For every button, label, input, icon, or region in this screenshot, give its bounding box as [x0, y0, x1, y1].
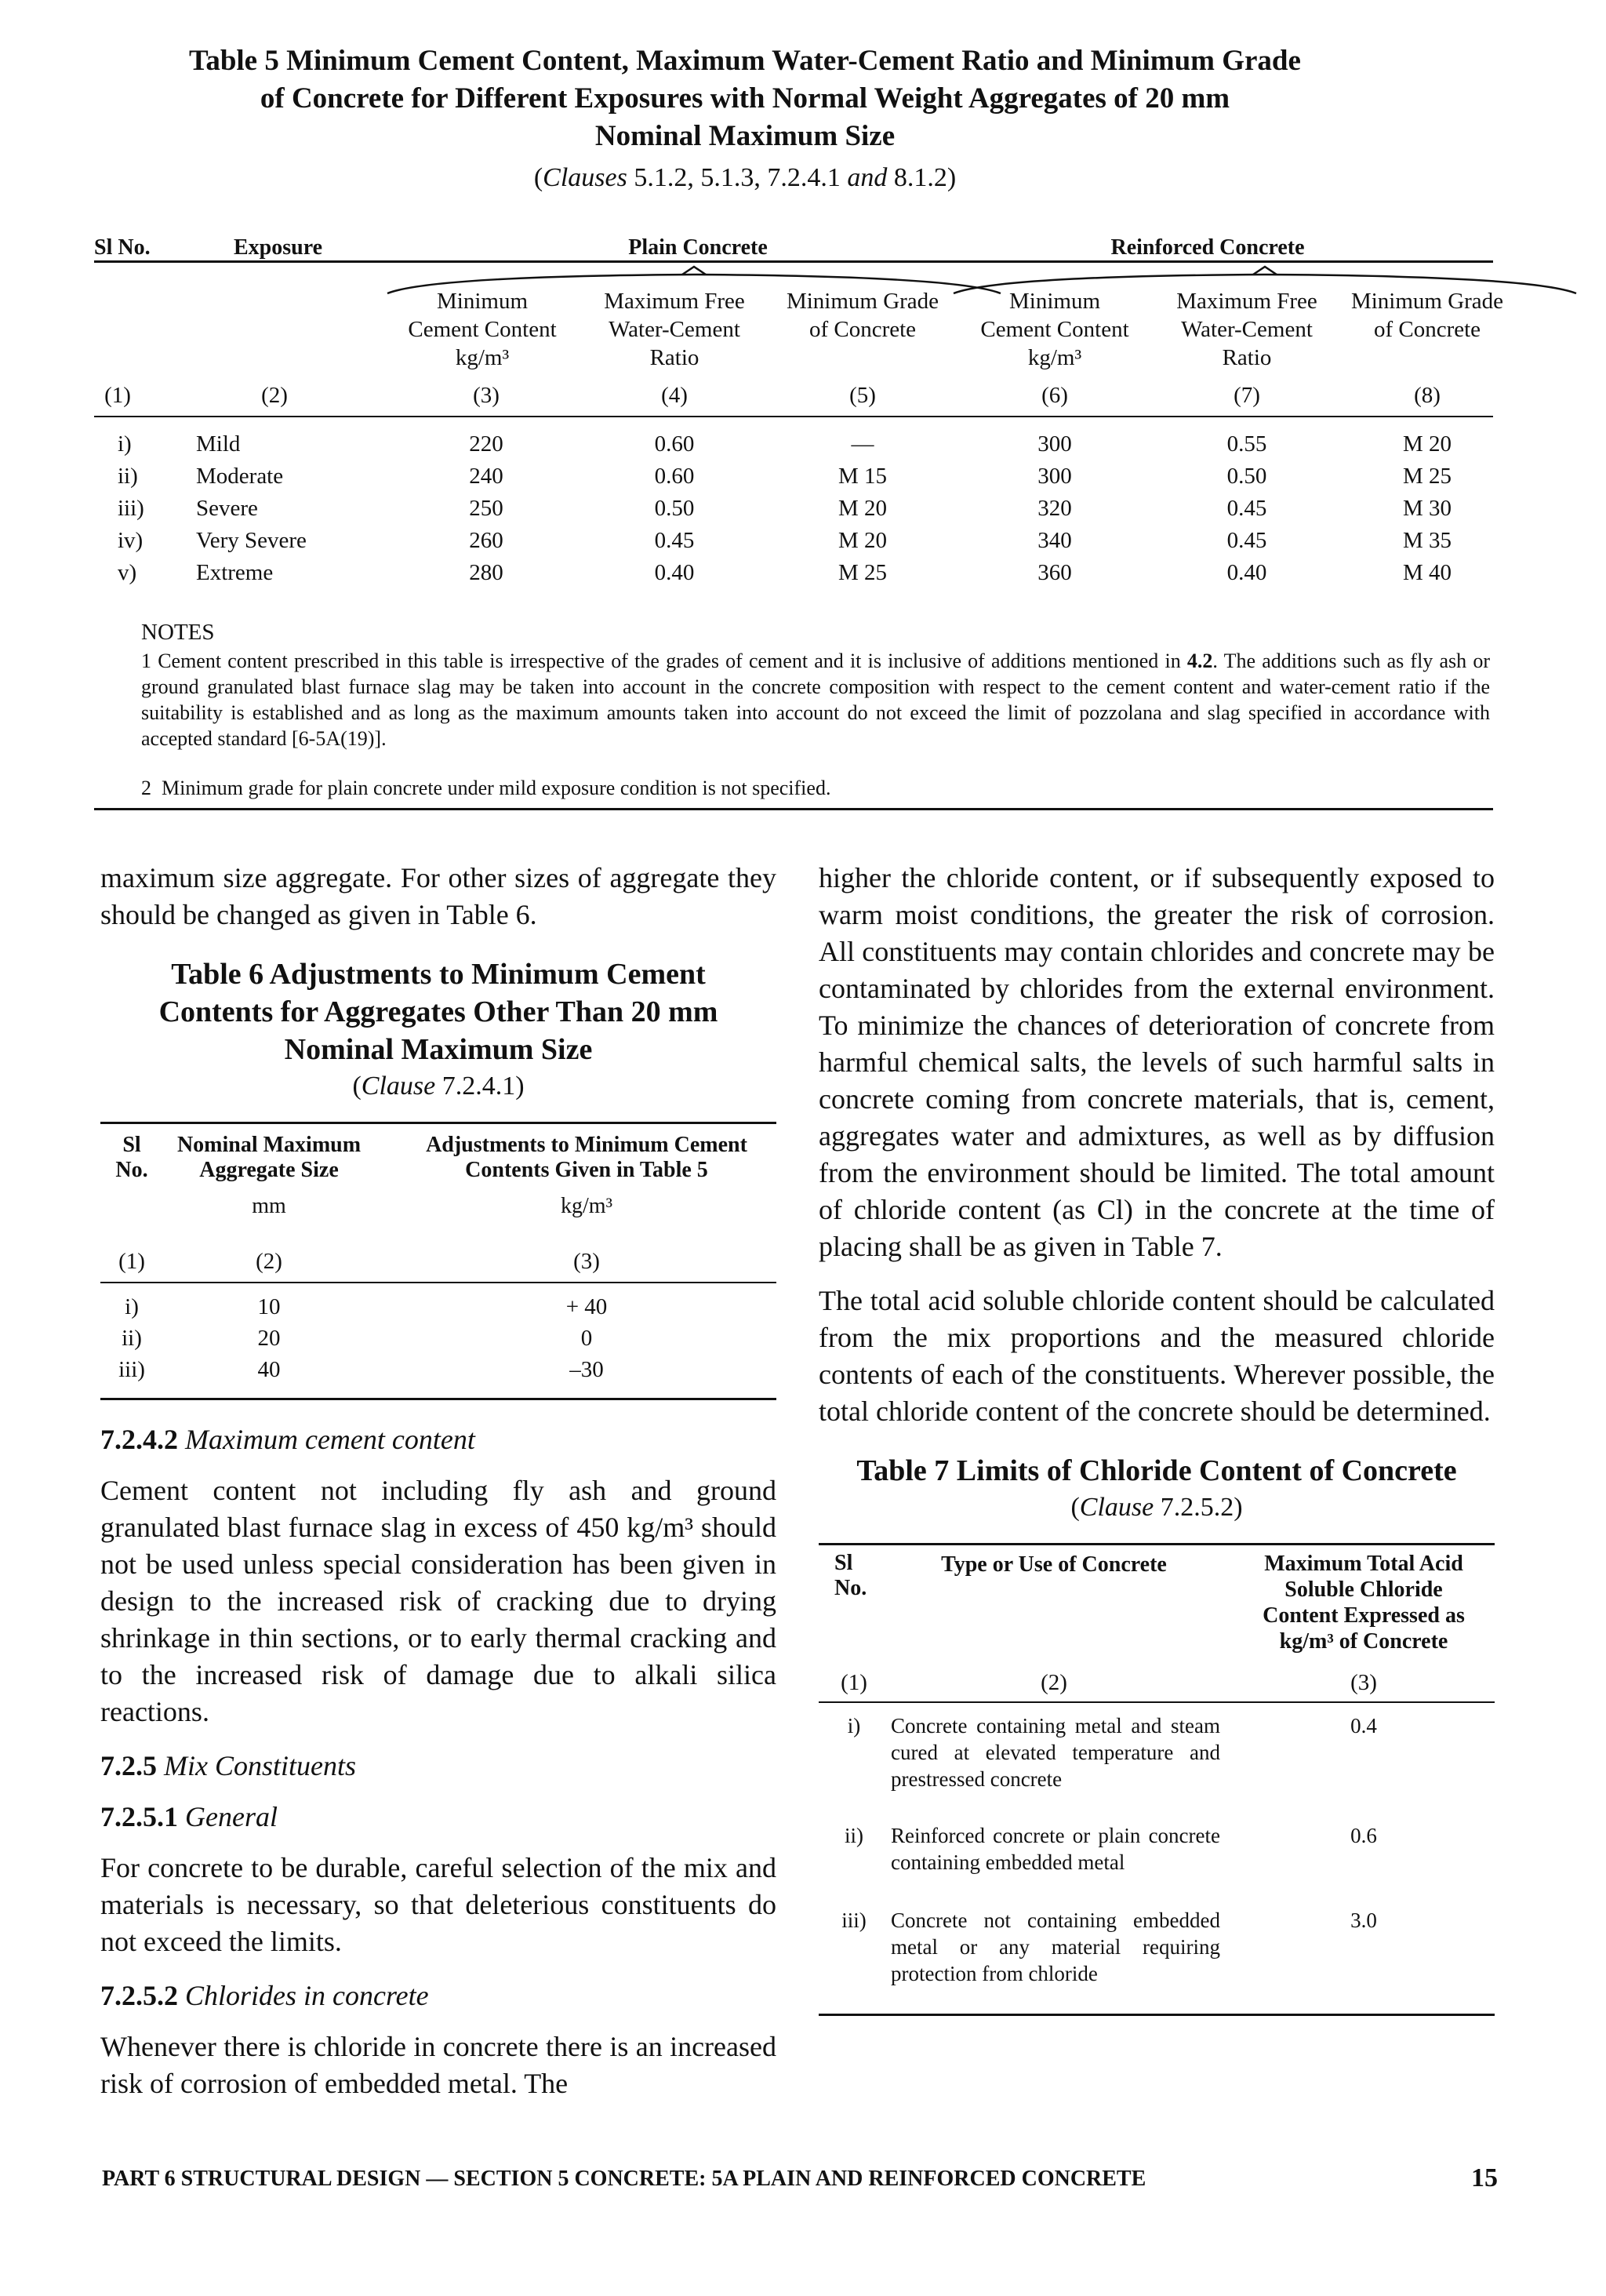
table5-notes-label: NOTES — [141, 620, 215, 645]
table5-colnum-4: (4) — [661, 383, 688, 408]
table5-row-sl: i) — [118, 431, 132, 457]
table6-colnum-3: (3) — [573, 1249, 600, 1274]
table5-sub-reinf-cement-l1: Minimum — [1008, 289, 1100, 314]
table6-colnum-2: (2) — [256, 1249, 282, 1274]
table6-clause: (Clause 7.2.4.1) — [352, 1072, 525, 1101]
table5-row-plain-grade: M 15 — [838, 464, 888, 489]
table5-sub-plain-cement-l2: Cement Content — [408, 317, 557, 342]
table5-note-1-num: 1 — [141, 650, 151, 672]
table5-row-sl: ii) — [118, 464, 138, 489]
footer-text: PART 6 STRUCTURAL DESIGN — SECTION 5 CONCRETE: 5A PLAIN AND REINFORCED CONCRETE — [102, 2167, 1146, 2191]
right-column — [819, 860, 1495, 2039]
table5-note-1-text-a: Cement content prescribed in this table is irrespective of the grades of cement and it is inclusive of additions mentioned in — [158, 650, 1181, 672]
section-7251-num: 7.2.5.1 — [100, 1801, 178, 1832]
section-7251-text: For concrete to be durable, careful selection of the mix and materials is necessary, so that deleterious constituents do not exceed the limits. — [100, 1852, 776, 1957]
table5-note-2-text: Minimum grade for plain concrete under mild exposure condition is not specified. — [162, 777, 831, 799]
table5-sub-reinf-cement-l2: Cement Content — [980, 317, 1129, 342]
table7-header-sl-l1: Sl — [834, 1551, 853, 1575]
table5-row-plain-wc: 0.40 — [654, 560, 695, 585]
table5-sub-reinf-wc-l1: Maximum Free — [1176, 289, 1317, 314]
section-7252-title: Chlorides in concrete — [185, 1980, 429, 2011]
table5-sub-plain-wc-l3: Ratio — [649, 345, 699, 370]
table5-row-reinf-grade: M 40 — [1402, 560, 1452, 585]
table7-header-sl-l2: No. — [834, 1576, 867, 1600]
table6-caption — [100, 955, 776, 1104]
table5-header-rule — [94, 416, 1493, 417]
table5-row-plain-wc: 0.60 — [654, 431, 695, 457]
table5-colnum-3: (3) — [473, 383, 500, 408]
table5-row-reinf-cement: 340 — [1037, 528, 1072, 553]
table6-header-adjust — [398, 1133, 775, 1219]
table5-row-plain-cement: 280 — [469, 560, 503, 585]
section-725-heading — [100, 1748, 776, 1785]
table5-row-reinf-grade: M 25 — [1402, 464, 1452, 489]
table5-note-1 — [141, 648, 1490, 751]
table5-row-plain-cement: 260 — [469, 528, 503, 553]
table7-header-max-l4: kg/m³ of Concrete — [1279, 1629, 1448, 1654]
table6-row-sl: i) — [125, 1294, 139, 1319]
right-paragraph-1: higher the chloride content, or if subsequently exposed to warm moist conditions, the greater the risk of corrosion. All constituents may contain chlorides and concrete may be contaminated by chlorides from the external environment. To minimize the chances of deterioration of concrete from harmful chemical salts, the levels of such harmful salts in concrete coming from concrete materials, that is, cement, aggregates water and admixtures, as well as by diffusion from the environment should be limited. The total amount of chloride content (as Cl) in the concrete at the time of placing shall be as given in Table 7. — [819, 862, 1495, 1262]
page-number: 15 — [1471, 2163, 1498, 2192]
left-column — [100, 860, 776, 2120]
table6-header-adjust-l2: Contents Given in Table 5 — [465, 1158, 708, 1182]
table7-colnum-1: (1) — [841, 1670, 867, 1695]
table7-row-value: 0.4 — [1350, 1714, 1377, 1737]
table5-clause-nums2: 8.1.2 — [893, 163, 947, 192]
table5-row-reinf-wc: 0.45 — [1226, 528, 1267, 553]
table7-header-max-l1: Maximum Total Acid — [1264, 1552, 1463, 1576]
table6-row-adjust: –30 — [569, 1357, 604, 1382]
table7-row-value: 0.6 — [1350, 1824, 1377, 1847]
table7-top-rule — [819, 1543, 1495, 1545]
table5-row-exposure: Moderate — [196, 464, 284, 489]
table7-row-sl: ii) — [845, 1824, 863, 1847]
table5-row-exposure: Extreme — [196, 560, 274, 585]
table7-colnum-3: (3) — [1350, 1670, 1377, 1695]
table6-header-rule — [100, 1282, 776, 1283]
table5-sub-reinf-grade-l2: of Concrete — [1373, 317, 1481, 342]
table5-sub-plain-wc-l2: Water-Cement — [609, 317, 740, 342]
table5-row-plain-wc: 0.60 — [654, 464, 695, 489]
table5-header-plain: Plain Concrete — [628, 235, 768, 260]
table5-row-reinf-wc: 0.40 — [1226, 560, 1267, 585]
section-7252-heading — [100, 1978, 776, 2014]
page-footer — [102, 2163, 1498, 2192]
table6 — [100, 1122, 776, 1404]
table5-sub-plain-cement-l3: kg/m³ — [455, 345, 510, 370]
section-7242-heading — [100, 1421, 776, 1458]
section-7242-title: Maximum cement content — [185, 1424, 475, 1455]
table5-row-reinf-cement: 320 — [1037, 496, 1072, 521]
table6-header-adjust-unit: kg/m³ — [561, 1194, 612, 1218]
table7-row-sl: i) — [847, 1714, 861, 1737]
table5 — [94, 218, 1504, 830]
table7-header-max — [1242, 1551, 1485, 1654]
table7-caption — [819, 1452, 1495, 1526]
table6-clause-word: Clause — [361, 1072, 436, 1101]
table5-sub-reinf-cement — [941, 287, 1168, 372]
table5-row-reinf-grade: M 20 — [1402, 431, 1452, 457]
table6-header-sl-l1: Sl — [122, 1133, 141, 1157]
table5-colnum-2: (2) — [261, 383, 288, 408]
table5-row-plain-grade: M 20 — [838, 528, 888, 553]
section-7242-num: 7.2.4.2 — [100, 1424, 178, 1455]
table7-title: Table 7 Limits of Chloride Content of Concrete — [856, 1454, 1457, 1487]
table5-sub-plain-grade — [753, 287, 972, 344]
left-intro-paragraph: maximum size aggregate. For other sizes of aggregate they should be changed as given in Table 6. — [100, 862, 776, 930]
table5-colnum-6: (6) — [1041, 383, 1068, 408]
table5-row-reinf-cement: 300 — [1037, 464, 1072, 489]
table5-row-sl: iv) — [118, 528, 144, 553]
table6-header-sl-l2: No. — [115, 1158, 148, 1182]
table5-sub-plain-cement — [376, 287, 588, 372]
section-7251-heading — [100, 1799, 776, 1836]
table6-clause-num: 7.2.4.1 — [441, 1072, 516, 1101]
table6-row-size: 10 — [257, 1294, 281, 1319]
table5-row-sl: iii) — [118, 496, 144, 521]
table5-sub-reinf-wc-l3: Ratio — [1222, 345, 1272, 370]
table7-header-rule — [819, 1701, 1495, 1703]
table5-row-sl: v) — [118, 560, 137, 585]
table5-row-reinf-grade: M 30 — [1402, 496, 1452, 521]
table5-header-reinforced: Reinforced Concrete — [1110, 235, 1305, 260]
section-7251-title: General — [185, 1801, 278, 1832]
table5-note-1-ref: 4.2 — [1186, 650, 1213, 672]
table7-row-type: Reinforced concrete or plain concrete containing embedded metal — [891, 1824, 1220, 1874]
table5-row-plain-cement: 250 — [469, 496, 503, 521]
table5-row-reinf-wc: 0.50 — [1226, 464, 1267, 489]
table5-sub-plain-wc-l1: Maximum Free — [604, 289, 745, 314]
table6-header-adjust-l1: Adjustments to Minimum Cement — [426, 1133, 747, 1157]
table6-bottom-rule — [100, 1398, 776, 1400]
table5-row-plain-cement: 240 — [469, 464, 503, 489]
section-7252-text: Whenever there is chloride in concrete there is an increased risk of corrosion of embedded metal. The — [100, 2031, 776, 2099]
table5-row-exposure: Severe — [196, 496, 258, 521]
table5-row-plain-wc: 0.50 — [654, 496, 695, 521]
table5-note-2 — [141, 775, 1490, 801]
table7-header-sl — [834, 1551, 867, 1601]
table5-sub-reinf-grade-l1: Minimum Grade — [1350, 289, 1504, 314]
table5-header-sl-no: Sl No. — [94, 235, 151, 260]
right-paragraph-2: The total acid soluble chloride content should be calculated from the mix proportions and the measured chloride contents of each of the constituents. Wherever possible, the total chloride content of the concrete should be determined. — [819, 1285, 1495, 1427]
section-7242-text: Cement content not including fly ash and ground granulated blast furnace slag in excess of 450 kg/m³ should not be used unless special consideration has been given in design to the increased risk of cracking due to drying shrinkage in thin sections, or to early thermal cracking and to the increased risk of damage due to alkali silica reactions. — [100, 1475, 776, 1727]
table5-clause-and: and — [847, 163, 888, 192]
table6-row-adjust: + 40 — [565, 1294, 608, 1319]
table7-header-type: Type or Use of Concrete — [941, 1552, 1167, 1577]
table5-caption — [118, 42, 1372, 196]
table5-bottom-rule — [94, 808, 1493, 810]
table5-row-reinf-cement: 300 — [1037, 431, 1072, 457]
table7 — [819, 1543, 1495, 2039]
table5-row-plain-wc: 0.45 — [654, 528, 695, 553]
table6-title-line3: Nominal Maximum Size — [284, 1033, 593, 1066]
table5-colnum-1: (1) — [104, 383, 131, 408]
table5-colnum-5: (5) — [849, 383, 876, 408]
table7-header-max-l3: Content Expressed as — [1263, 1603, 1465, 1628]
table5-row-plain-grade: M 20 — [838, 496, 888, 521]
table5-row-reinf-wc: 0.55 — [1226, 431, 1267, 457]
table5-sub-plain-grade-l1: Minimum Grade — [786, 289, 939, 314]
table6-row-size: 40 — [257, 1357, 281, 1382]
table5-sub-plain-grade-l2: of Concrete — [808, 317, 917, 342]
table6-header-size — [155, 1133, 383, 1219]
table5-row-plain-grade: M 25 — [838, 560, 888, 585]
table5-sub-reinf-grade — [1317, 287, 1537, 344]
table6-row-sl: ii) — [122, 1326, 142, 1351]
table6-header-sl — [100, 1133, 163, 1183]
table7-row-value: 3.0 — [1350, 1908, 1377, 1932]
table5-colnum-8: (8) — [1414, 383, 1441, 408]
table7-row-sl: iii) — [841, 1908, 867, 1932]
table7-row-type: Concrete not containing embedded metal or any material requiring protection from chloride — [891, 1908, 1220, 1985]
table7-clause: (Clause 7.2.5.2) — [1070, 1493, 1243, 1522]
table5-header-exposure: Exposure — [234, 235, 323, 260]
table5-clause-word: Clauses — [543, 163, 627, 192]
table5-sub-plain-cement-l1: Minimum — [436, 289, 528, 314]
table5-colnum-7: (7) — [1234, 383, 1260, 408]
table7-clause-word: Clause — [1079, 1493, 1154, 1522]
table7-bottom-rule — [819, 2014, 1495, 2016]
table5-title-line1: Table 5 Minimum Cement Content, Maximum Water-Cement Ratio and Minimum Grade — [189, 45, 1301, 77]
table5-row-reinf-grade: M 35 — [1402, 528, 1452, 553]
table6-row-adjust: 0 — [580, 1326, 593, 1351]
table6-header-size-l1: Nominal Maximum — [176, 1133, 362, 1157]
table6-row-size: 20 — [257, 1326, 281, 1351]
section-725-num: 7.2.5 — [100, 1750, 157, 1781]
table6-top-rule — [100, 1122, 776, 1124]
table5-sub-reinf-wc-l2: Water-Cement — [1181, 317, 1313, 342]
table5-row-reinf-cement: 360 — [1037, 560, 1072, 585]
section-7252-num: 7.2.5.2 — [100, 1980, 178, 2011]
table6-header-size-l2: Aggregate Size — [199, 1158, 339, 1182]
table5-note-2-num: 2 — [141, 777, 151, 799]
table6-title-line1: Table 6 Adjustments to Minimum Cement — [171, 958, 706, 991]
table5-row-reinf-wc: 0.45 — [1226, 496, 1267, 521]
table6-header-size-unit: mm — [252, 1194, 286, 1218]
table6-colnum-1: (1) — [118, 1249, 145, 1274]
table7-colnum-2: (2) — [1041, 1670, 1067, 1695]
table5-row-exposure: Mild — [196, 431, 241, 457]
table5-note-1-text-b: . The additions such as fly ash or ground granulated blast furnace slag may be taken into account in the concrete composition with respect to the cement content and water-cement ratio if the suitability is established and as long as the maximum amounts taken into account do not exceed the limit of pozzolana and slag specified in accordance with accepted standard [6-5A(19)]. — [141, 650, 1490, 750]
section-725-title: Mix Constituents — [164, 1750, 356, 1781]
table7-header-max-l2: Soluble Chloride — [1284, 1577, 1443, 1602]
table7-clause-num: 7.2.5.2 — [1160, 1493, 1234, 1522]
table5-sub-plain-wc — [565, 287, 784, 372]
table5-row-exposure: Very Severe — [196, 528, 307, 553]
table5-clause-nums1: 5.1.2, 5.1.3, 7.2.4.1 — [634, 163, 841, 192]
table5-row-plain-cement: 220 — [469, 431, 503, 457]
table5-clause: (Clauses 5.1.2, 5.1.3, 7.2.4.1 and 8.1.2) — [533, 163, 957, 192]
table6-title-line2: Contents for Aggregates Other Than 20 mm — [158, 995, 718, 1028]
table6-row-sl: iii) — [118, 1357, 145, 1382]
table5-row-plain-grade: — — [851, 431, 874, 457]
table5-sub-reinf-cement-l3: kg/m³ — [1027, 345, 1082, 370]
table7-row-type: Concrete containing metal and steam cured at elevated temperature and prestressed concrete — [891, 1714, 1220, 1791]
table5-title-line2: of Concrete for Different Exposures with Normal Weight Aggregates of 20 mm — [260, 82, 1230, 115]
table5-title-line3: Nominal Maximum Size — [594, 120, 896, 152]
